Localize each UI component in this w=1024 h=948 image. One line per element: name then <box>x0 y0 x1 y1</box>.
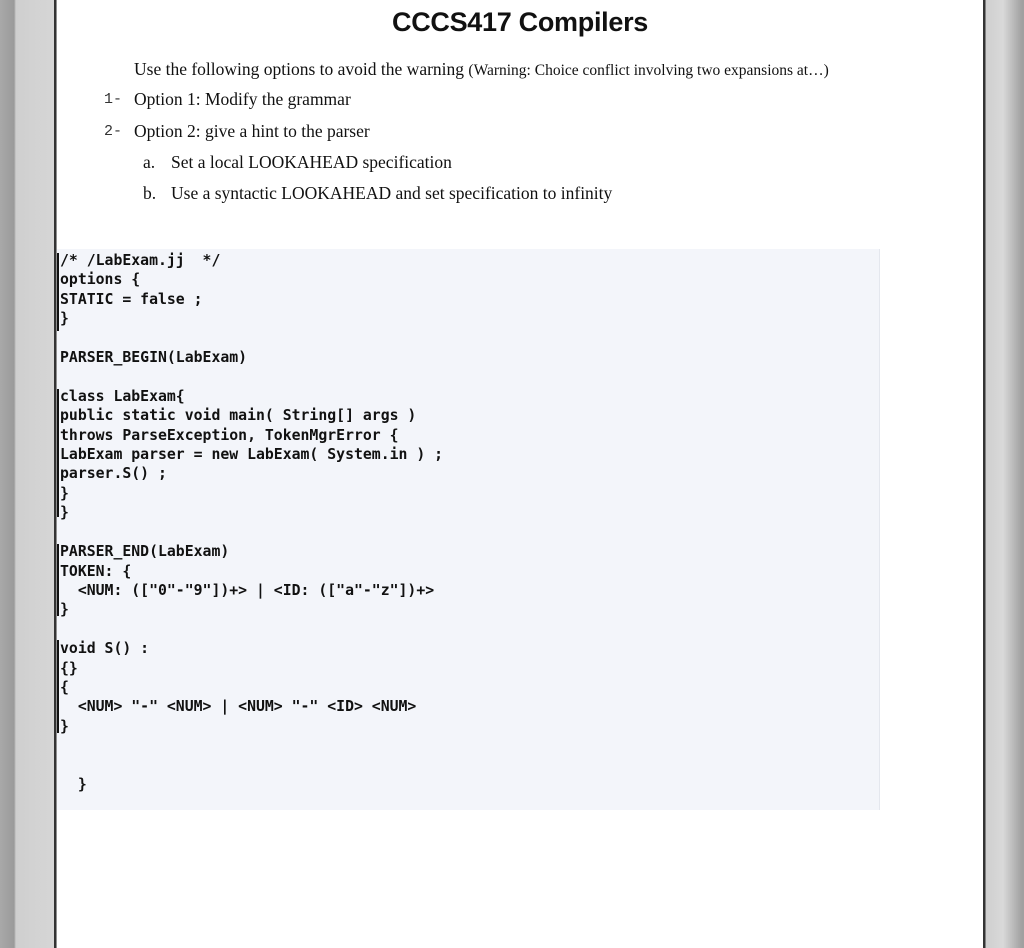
sub-option-b <box>143 183 613 204</box>
code-margin-bar <box>57 389 59 517</box>
option-number: 1- <box>104 91 123 108</box>
intro-warning-text: (Warning: Choice conflict involving two expansions at…) <box>468 62 829 79</box>
option-item-2 <box>104 121 370 142</box>
sub-option-text: Use a syntactic LOOKAHEAD and set specification to infinity <box>171 183 613 203</box>
window-right-edge <box>983 0 1024 948</box>
window-left-edge <box>0 0 56 948</box>
option-text: Option 1: Modify the grammar <box>134 89 351 109</box>
sub-option-a <box>143 152 452 173</box>
sub-option-text: Set a local LOOKAHEAD specification <box>171 152 452 172</box>
sub-option-letter: b. <box>143 183 157 203</box>
code-margin-bar <box>57 544 59 616</box>
code-listing <box>57 249 880 810</box>
intro-paragraph <box>134 59 829 80</box>
option-item-1 <box>104 89 351 110</box>
page-title: CCCS417 Compilers <box>392 7 648 37</box>
intro-text: Use the following options to avoid the warning <box>134 59 469 79</box>
sub-option-letter: a. <box>143 152 156 172</box>
code-margin-bar <box>57 253 59 331</box>
code-margin-bar <box>57 640 59 733</box>
code-text: /* /LabExam.jj */ options { STATIC = false ; } PARSER_BEGIN(LabExam) class LabExam{ public static void main( String[] args ) throws ParseException, TokenMgrError { LabExam parser = new LabExam( System.in ) ; parser.S() ; } } PARSER_END(LabExam) TOKEN: { <NUM: (["0"-"9"])+> | <ID: (["a"-"z"])+> } void S() : {} { <NUM> "-" <NUM> | <NUM> "-" <ID> <NUM> } } <box>60 252 444 793</box>
document-page <box>57 0 983 948</box>
option-number: 2- <box>104 123 123 140</box>
option-text: Option 2: give a hint to the parser <box>134 121 370 141</box>
